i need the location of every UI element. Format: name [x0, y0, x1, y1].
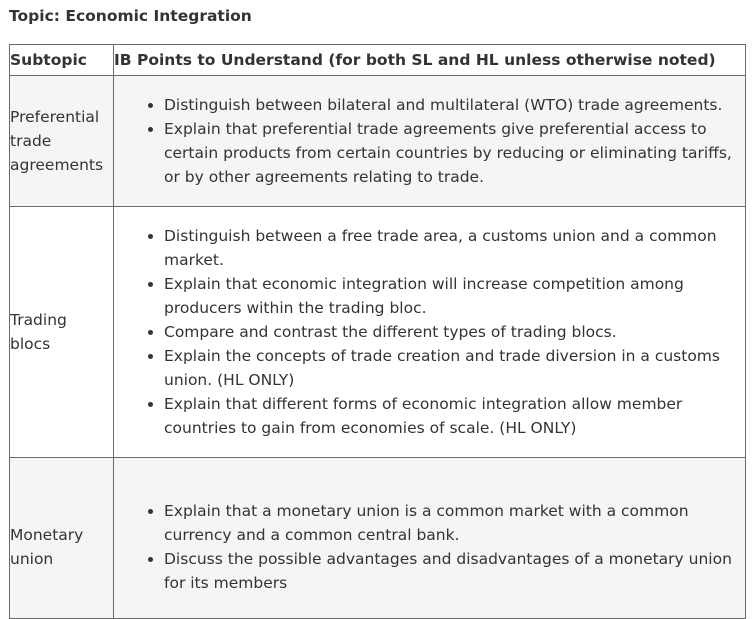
topic-heading: Topic: Economic Integration	[9, 7, 252, 25]
subtopic-line: blocs	[10, 335, 51, 353]
subtopic-cell	[10, 458, 114, 619]
table-row	[10, 76, 746, 207]
list-item: Distinguish between bilateral and multilateral (WTO) trade agreements.	[164, 93, 745, 117]
subtopic-cell	[10, 207, 114, 458]
subtopic-wrap	[10, 523, 113, 571]
subtopic-column-header: Subtopic	[10, 45, 114, 76]
points-cell	[114, 458, 746, 619]
points-cell	[114, 76, 746, 207]
table-row	[10, 207, 746, 458]
list-item: Explain that different forms of economic integration allow member countries to gain from economies of scale. (HL ONLY)	[164, 392, 745, 440]
list-item: Explain that economic integration will increase competition among producers within the trading bloc.	[164, 272, 745, 320]
subtopic-line: agreements	[10, 156, 104, 174]
points-list	[114, 499, 745, 595]
subtopic-line: trade	[10, 132, 52, 150]
points-list	[114, 93, 745, 189]
list-item: Compare and contrast the different types of trading blocs.	[164, 320, 745, 344]
table-header-row	[10, 45, 746, 76]
table-row	[10, 458, 746, 619]
subtopic-line: union	[10, 550, 54, 568]
list-item: Explain the concepts of trade creation and trade diversion in a customs union. (HL ONLY)	[164, 344, 745, 392]
points-cell	[114, 207, 746, 458]
points-list	[114, 224, 745, 440]
list-item: Distinguish between a free trade area, a customs union and a common market.	[164, 224, 745, 272]
list-item: Explain that a monetary union is a common market with a common currency and a common central bank.	[164, 499, 745, 547]
list-item: Discuss the possible advantages and disadvantages of a monetary union for its members	[164, 547, 745, 595]
subtopic-line: Monetary	[10, 526, 84, 544]
topic-outline-table	[9, 44, 746, 619]
subtopic-line: Trading	[10, 311, 67, 329]
points-column-header: IB Points to Understand (for both SL and HL unless otherwise noted)	[114, 45, 746, 76]
subtopic-cell	[10, 76, 114, 207]
subtopic-line: Preferential	[10, 108, 100, 126]
list-item: Explain that preferential trade agreements give preferential access to certain products from certain countries by reducing or eliminating tariffs, or by other agreements relating to trade.	[164, 117, 745, 189]
